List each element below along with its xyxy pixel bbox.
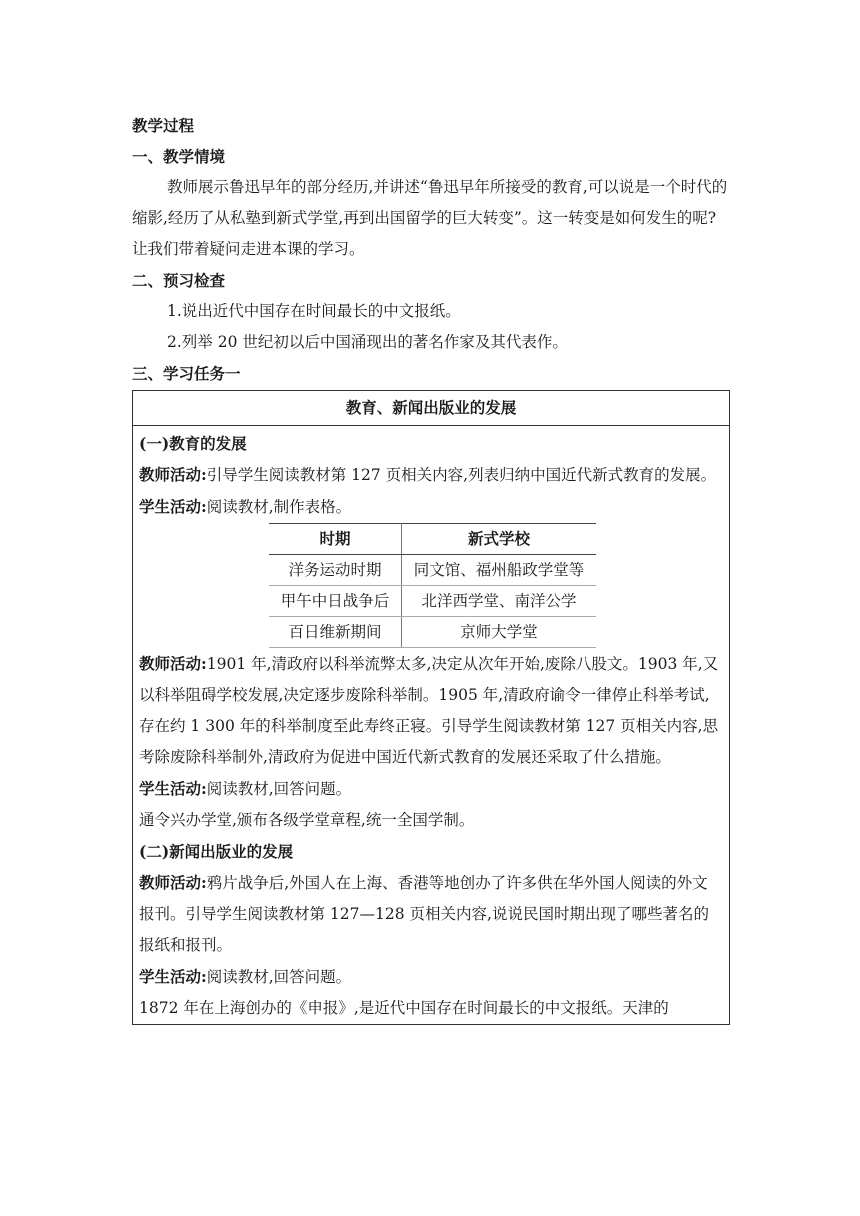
table-header-row xyxy=(269,524,596,555)
preview-question-1: 1.说出近代中国存在时间最长的中文报纸。 xyxy=(167,302,461,320)
document-heading: 教学过程 xyxy=(132,116,195,135)
table-cell-school: 北洋西学堂、南洋公学 xyxy=(402,586,597,617)
student-activity-text: 阅读教材,回答问题。 xyxy=(206,968,352,986)
table-cell-school: 同文馆、福州船政学堂等 xyxy=(402,555,597,586)
section-3-title: 三、学习任务一 xyxy=(132,364,241,383)
table-cell-period: 洋务运动时期 xyxy=(269,555,402,586)
preview-question-2: 2.列举 20 世纪初以后中国涌现出的著名作家及其代表作。 xyxy=(167,333,568,351)
section-1-paragraph: 教师展示鲁迅早年的部分经历,并讲述“鲁迅早年所接受的教育,可以说是一个时代的缩影,经历了从私塾到新式学堂,再到出国留学的巨大转变”。这一转变是如何发生的呢?让我们带着疑问走进本课的学习。 xyxy=(132,178,728,258)
student-activity-2 xyxy=(139,773,723,805)
answer-press: 1872 年在上海创办的《申报》,是近代中国存在时间最长的中文报纸。天津的 xyxy=(139,999,669,1017)
teacher-activity-text: 1901 年,清政府以科举流弊太多,决定从次年开始,废除八股文。1903 年,又以科举阻碍学校发展,决定逐步废除科举制。1905 年,清政府谕令一律停止科举考试,存在约 1 300 年的科举制度至此寿终正寝。引导学生阅读教材第 127 页相关内容,思考除废除科举制外,清政府为促进中国近代新式教育的发展还采取了什么措施。 xyxy=(139,655,719,766)
student-activity-label: 学生活动: xyxy=(139,779,207,798)
task-box-body xyxy=(133,426,729,1024)
table-cell-school: 京师大学堂 xyxy=(402,617,597,648)
student-activity-text: 阅读教材,制作表格。 xyxy=(206,498,352,516)
teacher-activity-label: 教师活动: xyxy=(139,654,207,673)
table-header-school: 新式学校 xyxy=(402,524,597,555)
task-box xyxy=(132,390,730,1025)
section-2-title: 二、预习检查 xyxy=(132,271,226,290)
student-activity-label: 学生活动: xyxy=(139,967,207,986)
table-header-period: 时期 xyxy=(269,524,402,555)
teacher-activity-label: 教师活动: xyxy=(139,465,207,484)
table-cell-period: 百日维新期间 xyxy=(269,617,402,648)
student-activity-label: 学生活动: xyxy=(139,497,207,516)
teacher-activity-text: 引导学生阅读教材第 127 页相关内容,列表归纳中国近代新式教育的发展。 xyxy=(206,466,717,484)
teacher-activity-label: 教师活动: xyxy=(139,873,207,892)
teacher-activity-3 xyxy=(139,867,723,961)
subsection-press-title: (二)新闻出版业的发展 xyxy=(139,842,294,861)
table-row xyxy=(269,586,596,617)
teacher-activity-1 xyxy=(139,459,723,491)
section-1-title: 一、教学情境 xyxy=(132,147,226,166)
schools-table xyxy=(269,523,596,648)
student-activity-1 xyxy=(139,491,723,523)
table-cell-period: 甲午中日战争后 xyxy=(269,586,402,617)
lesson-document xyxy=(132,110,730,1025)
table-row xyxy=(269,617,596,648)
teacher-activity-2 xyxy=(139,648,723,773)
teacher-activity-text: 鸦片战争后,外国人在上海、香港等地创办了许多供在华外国人阅读的外文报刊。引导学生阅读教材第 127—128 页相关内容,说说民国时期出现了哪些著名的报纸和报刊。 xyxy=(139,874,709,954)
answer-education: 通令兴办学堂,颁布各级学堂章程,统一全国学制。 xyxy=(139,811,475,829)
task-box-title: 教育、新闻出版业的发展 xyxy=(133,391,729,426)
student-activity-3 xyxy=(139,961,723,993)
student-activity-text: 阅读教材,回答问题。 xyxy=(206,780,352,798)
subsection-education-title: (一)教育的发展 xyxy=(139,434,247,453)
table-row xyxy=(269,555,596,586)
